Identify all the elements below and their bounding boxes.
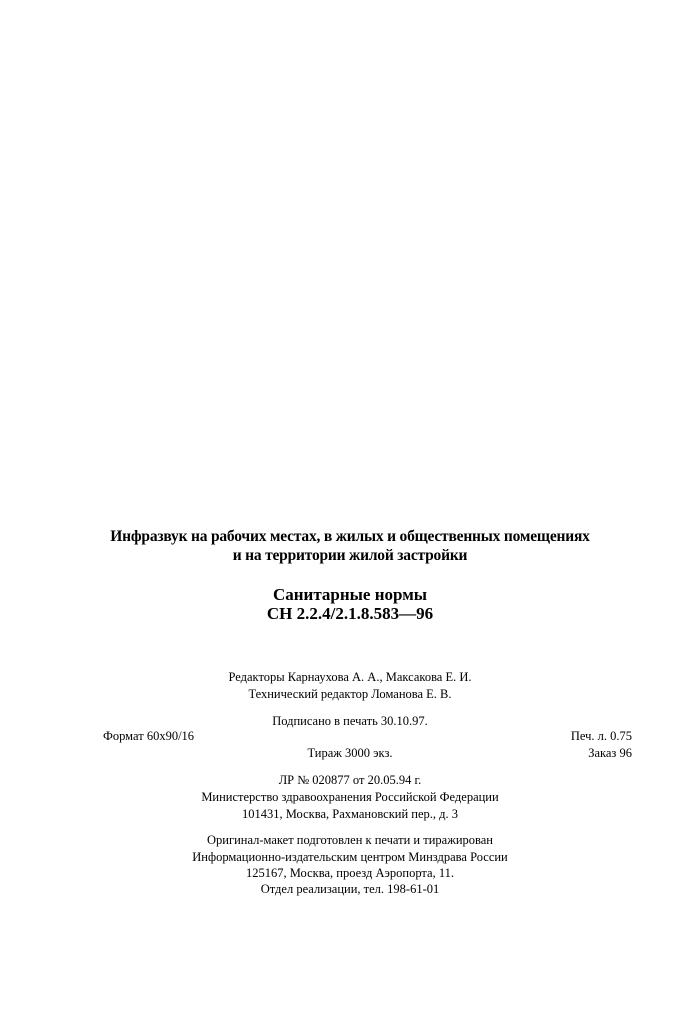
circulation: Тираж 3000 экз. bbox=[307, 746, 393, 760]
license-number: ЛР № 020877 от 20.05.94 г. bbox=[278, 773, 422, 787]
technical-editor: Технический редактор Ломанова Е. В. bbox=[248, 687, 452, 701]
signed-for-print: Подписано в печать 30.10.97. bbox=[272, 714, 428, 728]
center-address: 125167, Москва, проезд Аэропорта, 11. bbox=[245, 866, 454, 880]
prepared-by-line-1: Оригинал-макет подготовлен к печати и тиражирован bbox=[206, 833, 493, 847]
print-sheets: Печ. л. 0.75 bbox=[570, 729, 632, 743]
doc-code: СН 2.2.4/2.1.8.583—96 bbox=[266, 604, 434, 623]
ministry-address: 101431, Москва, Рахмановский пер., д. 3 bbox=[241, 807, 458, 821]
doc-type: Санитарные нормы bbox=[272, 585, 428, 604]
title-line-2: и на территории жилой застройки bbox=[232, 547, 468, 564]
print-format: Формат 60x90/16 bbox=[103, 729, 195, 743]
sales-department: Отдел реализации, тел. 198-61-01 bbox=[260, 882, 440, 896]
title-line-1: Инфразвук на рабочих местах, в жилых и общественных помещениях bbox=[110, 528, 590, 545]
editors: Редакторы Карнаухова А. А., Максакова Е. И. bbox=[228, 670, 472, 684]
order-number: Заказ 96 bbox=[588, 746, 632, 760]
prepared-by-line-2: Информационно-издательским центром Минздрава России bbox=[192, 850, 508, 864]
ministry-name: Министерство здравоохранения Российской Федерации bbox=[201, 790, 499, 804]
